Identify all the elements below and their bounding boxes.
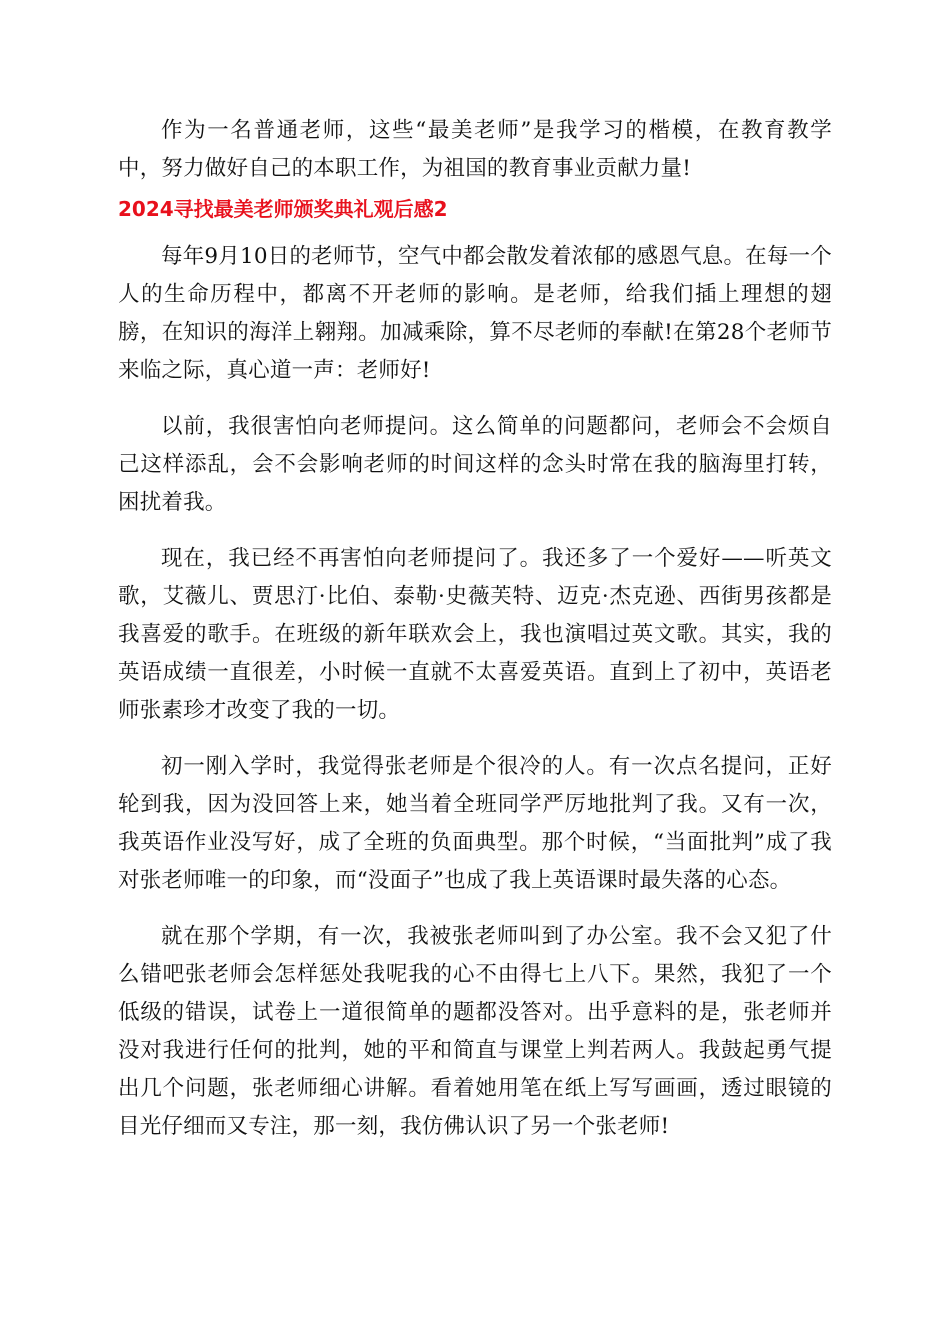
body-paragraph-4: 初一刚入学时，我觉得张老师是个很冷的人。有一次点名提问，正好轮到我，因为没回答上来，她当着全班同学严厉地批判了我。又有一次，我英语作业没写好，成了全班的负面典型。那个时候，“当面批判”成了我对张老师唯一的印象，而“没面子”也成了我上英语课时最失落的心态。 bbox=[118, 754, 832, 893]
body-paragraph-5: 就在那个学期，有一次，我被张老师叫到了办公室。我不会又犯了什么错吧张老师会怎样惩处我呢我的心不由得七上八下。果然，我犯了一个低级的错误，试卷上一道很简单的题都没答对。出乎意料的是，张老师并没对我进行任何的批判，她的平和简直与课堂上判若两人。我鼓起勇气提出几个问题，张老师细心讲解。看着她用笔在纸上写写画画，透过眼镜的目光仔细而又专注，那一刻，我仿佛认识了另一个张老师! bbox=[118, 924, 832, 1139]
body-paragraph-3: 现在，我已经不再害怕向老师提问了。我还多了一个爱好——听英文歌，艾薇儿、贾思汀·比伯、泰勒·史薇芙特、迈克·杰克逊、西街男孩都是我喜爱的歌手。在班级的新年联欢会上，我也演唱过英文歌。其实，我的英语成绩一直很差，小时候一直就不太喜爱英语。直到上了初中，英语老师张素珍才改变了我的一切。 bbox=[118, 546, 832, 723]
body-paragraph-2: 以前，我很害怕向老师提问。这么简单的问题都问，老师会不会烦自己这样添乱，会不会影响老师的时间这样的念头时常在我的脑海里打转，困扰着我。 bbox=[118, 414, 832, 515]
document-page bbox=[118, 112, 832, 1146]
intro-paragraph: 作为一名普通老师，这些“最美老师”是我学习的楷模，在教育教学中，努力做好自己的本职工作，为祖国的教育事业贡献力量! bbox=[118, 118, 832, 181]
body-paragraph-1: 每年9月10日的老师节，空气中都会散发着浓郁的感恩气息。在每一个人的生命历程中，都离不开老师的影响。是老师，给我们插上理想的翅膀，在知识的海洋上翱翔。加减乘除，算不尽老师的奉献!在第28个老师节来临之际，真心道一声：老师好! bbox=[118, 244, 832, 383]
section-heading: 2024寻找最美老师颁奖典礼观后感2 bbox=[118, 197, 448, 221]
